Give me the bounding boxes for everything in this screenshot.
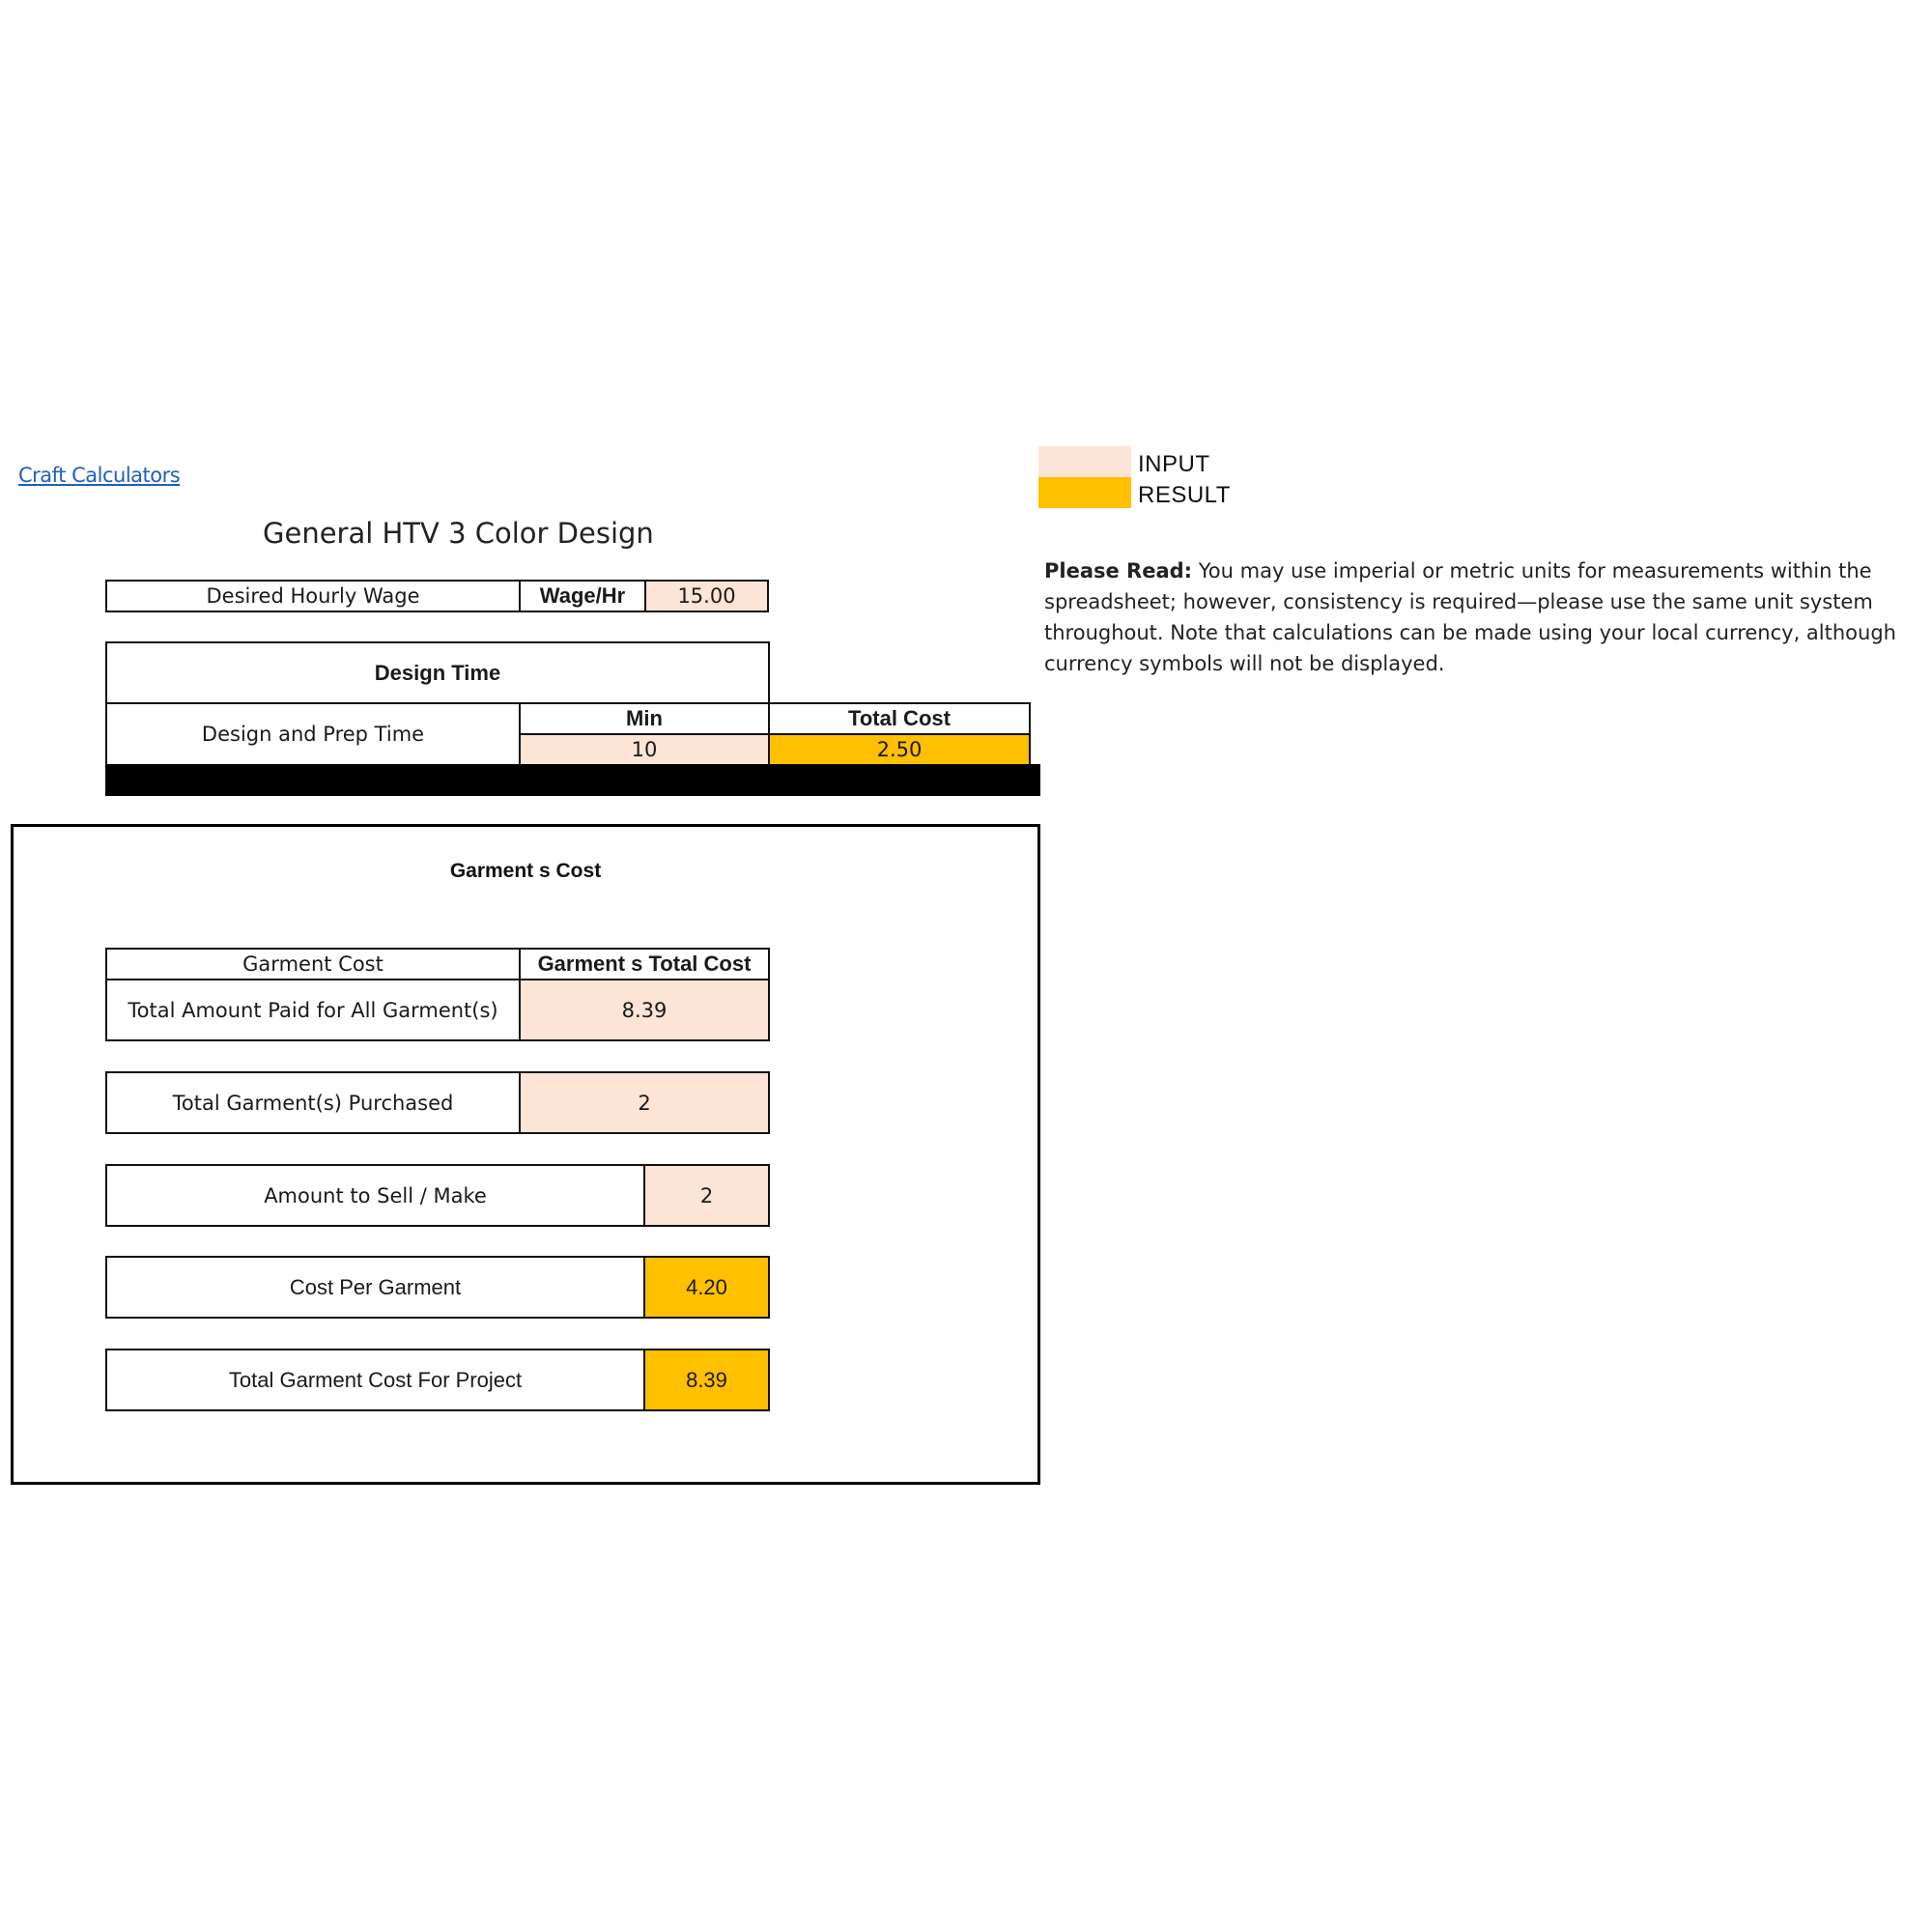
- legend-result-label: RESULT: [1138, 482, 1231, 508]
- amount-sell-make-input[interactable]: 2: [643, 1164, 770, 1227]
- note-lead: Please Read:: [1044, 559, 1193, 582]
- project-garment-cost-label: Total Garment Cost For Project: [105, 1349, 645, 1411]
- cost-per-garment-result: 4.20: [643, 1256, 770, 1319]
- garments-total-cost-header: Garment s Total Cost: [519, 948, 770, 980]
- legend-result-swatch: [1038, 477, 1131, 508]
- design-minutes-input[interactable]: 10: [519, 733, 770, 766]
- garments-purchased-label: Total Garment(s) Purchased: [105, 1071, 521, 1134]
- garment-cost-header: Garment Cost: [105, 948, 521, 980]
- design-time-footer-bar: [105, 764, 1040, 796]
- note-body: You may use imperial or metric units for measurements within the spreadsheet; however, consistency is required—please use the same unit system throughout. Note that calculations can be made using your local currency, although currency symbols will not be displayed.: [1044, 559, 1896, 675]
- desired-hourly-wage-label: Desired Hourly Wage: [105, 580, 521, 612]
- cost-per-garment-label: Cost Per Garment: [105, 1256, 645, 1319]
- design-time-header: Design Time: [105, 641, 770, 704]
- please-read-note: [1044, 555, 1923, 679]
- garments-purchased-input[interactable]: 2: [519, 1071, 770, 1134]
- hourly-wage-input[interactable]: 15.00: [644, 580, 769, 612]
- total-paid-label: Total Amount Paid for All Garment(s): [105, 979, 521, 1041]
- wage-per-hour-label: Wage/Hr: [519, 580, 646, 612]
- design-total-cost-result: 2.50: [768, 733, 1031, 766]
- garments-cost-title: Garment s Cost: [449, 860, 602, 882]
- legend-input-swatch: [1038, 446, 1131, 477]
- design-prep-time-label: Design and Prep Time: [105, 702, 521, 766]
- min-header: Min: [519, 702, 770, 735]
- total-cost-header: Total Cost: [768, 702, 1031, 735]
- page-title: General HTV 3 Color Design: [263, 517, 654, 550]
- project-garment-cost-result: 8.39: [643, 1349, 770, 1411]
- total-paid-input[interactable]: 8.39: [519, 979, 770, 1041]
- amount-sell-make-label: Amount to Sell / Make: [105, 1164, 645, 1227]
- craft-calculators-link[interactable]: Craft Calculators: [18, 464, 181, 487]
- legend-input-label: INPUT: [1138, 451, 1210, 477]
